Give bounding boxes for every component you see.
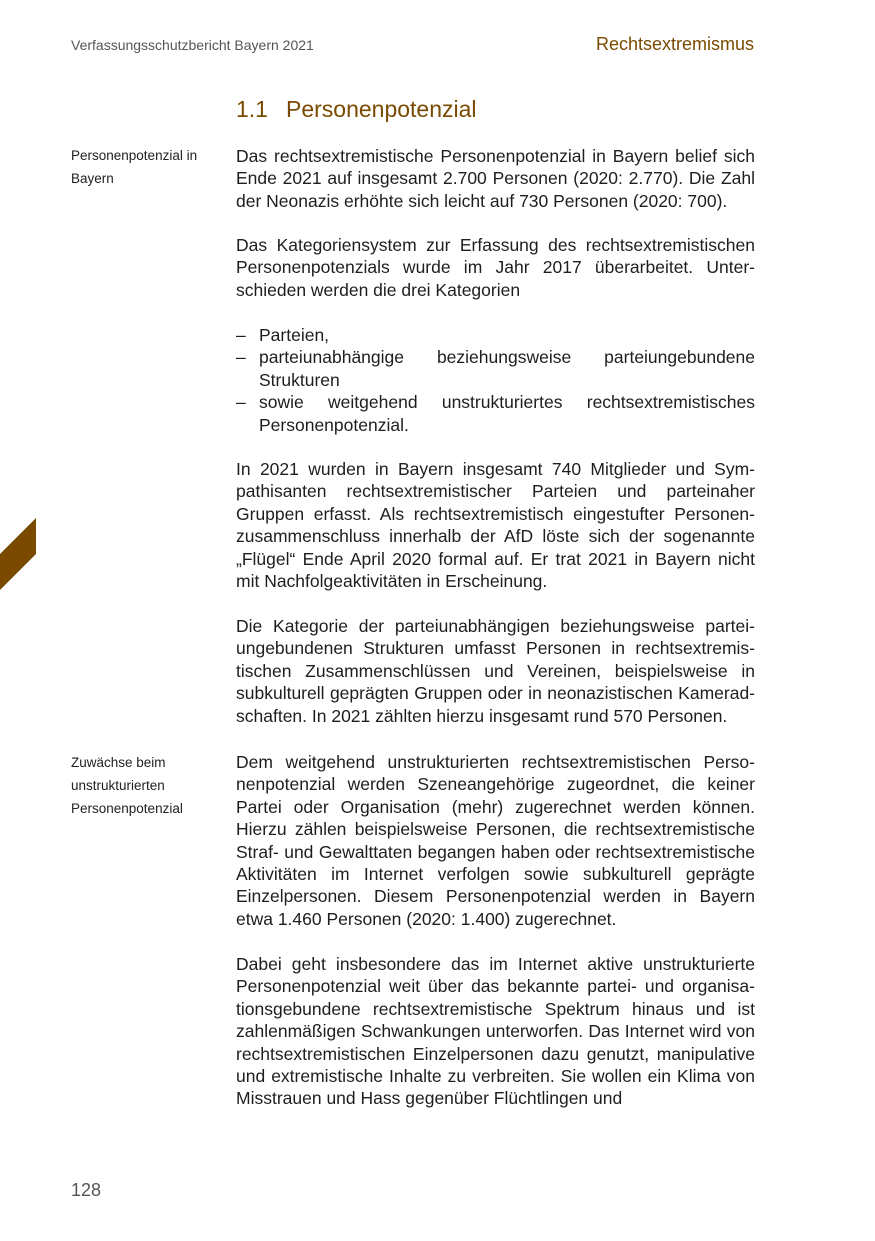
list-dash: – [236,392,246,413]
page-number: 128 [71,1180,102,1200]
paragraph-unstrukturiert [236,751,755,930]
paragraph: Das rechtsextremistische Personenpotenzial in Bayern belief sich Ende 2021 auf insgesamt 2.700 Personen (2020: 2.770). Die Zahl der Neonazis erhöhte sich leicht auf 730 Personen (2020: 700). [236,146,755,211]
list-dash: – [236,325,246,345]
running-header-left: Verfassungsschutzbericht Bayern 2021 [71,37,314,53]
list-item-text: Parteien, [259,325,330,345]
list-item [236,391,755,436]
paragraph: Die Kategorie der parteiunabhängigen beziehungsweise parteiungebundenen Strukturen umfasst Personen in rechtsextremistischen Zusammenschlüssen und Vereinen, beispielsweise in subkulturell geprägten Gruppen oder in neonazistischen Kameradschaften. In 2021 zählten hierzu insgesamt rund 570 Personen. [236,616,755,726]
section-title-text: Personenpotenzial [285,96,477,122]
chapter-marker-tab [0,518,36,590]
paragraph: Dabei geht insbesondere das im Internet aktive unstrukturierte Personenpotenzial weit über das bekannte partei- und organisationsgebundene rechtsextremistische Spektrum hinaus und ist zahlenmäßigen Schwankungen unterworfen. Das Internet wird von rechtsextremistischen Einzelpersonen dazu genutzt, manipulative und extremistische Inhalte zu verbreiten. Sie wollen ein Klima von Misstrauen und Hass gegenüber Flüchtlingen und [236,954,755,1109]
category-list [236,324,755,436]
margin-note-personenpotenzial: Personenpotenzial in Bayern [71,148,198,186]
section-title [236,96,477,123]
paragraph-parteien [236,458,755,592]
list-item-text: parteiunabhängige beziehungsweise parteiungebundene Strukturen [259,347,755,390]
list-item [236,324,755,346]
list-item [236,346,755,391]
paragraph-categories [236,234,755,301]
paragraph-strukturen [236,615,755,727]
list-dash: – [236,347,246,368]
paragraph-intro [236,145,755,212]
list-item-text: sowie weitgehend unstrukturiertes rechtsextremistisches Personenpotenzial. [259,392,755,435]
paragraph-internet [236,953,755,1110]
margin-note-zuwaechse: Zuwächse beim unstrukturierten Personenpotenzial [71,755,183,816]
paragraph: Dem weitgehend unstrukturierten rechtsextremistischen Personenpotenzial werden Szeneangehörige zugeordnet, die keiner Partei oder Organisation (mehr) zugerechnet werden können. Hierzu zählen beispielsweise Personen, die rechtsextremistische Straf- und Gewalttaten begangen haben oder rechtsextremistische Aktivitäten im Internet verfolgen sowie subkulturell geprägte Einzelpersonen. Diesem Personenpotenzial werden in Bayern etwa 1.460 Personen (2020: 1.400) zugerechnet. [236,752,755,929]
paragraph: In 2021 wurden in Bayern insgesamt 740 Mitglieder und Sympathisanten rechtsextremistischer Parteien und parteinaher Gruppen erfasst. Als rechtsextremistisch eingestufter Personenzusammenschluss innerhalb der AfD löste sich der sogenannte „Flügel“ Ende April 2020 formal auf. Er trat 2021 in Bayern nicht mit Nachfolgeaktivitäten in Erscheinung. [236,459,755,592]
running-header-right: Rechtsextremismus [595,34,754,54]
paragraph: Das Kategoriensystem zur Erfassung des rechtsextremistischen Personenpotenzials wurde im Jahr 2017 überarbeitet. Unterschieden werden die drei Kategorien [236,235,755,300]
section-number: 1.1 [236,96,268,122]
